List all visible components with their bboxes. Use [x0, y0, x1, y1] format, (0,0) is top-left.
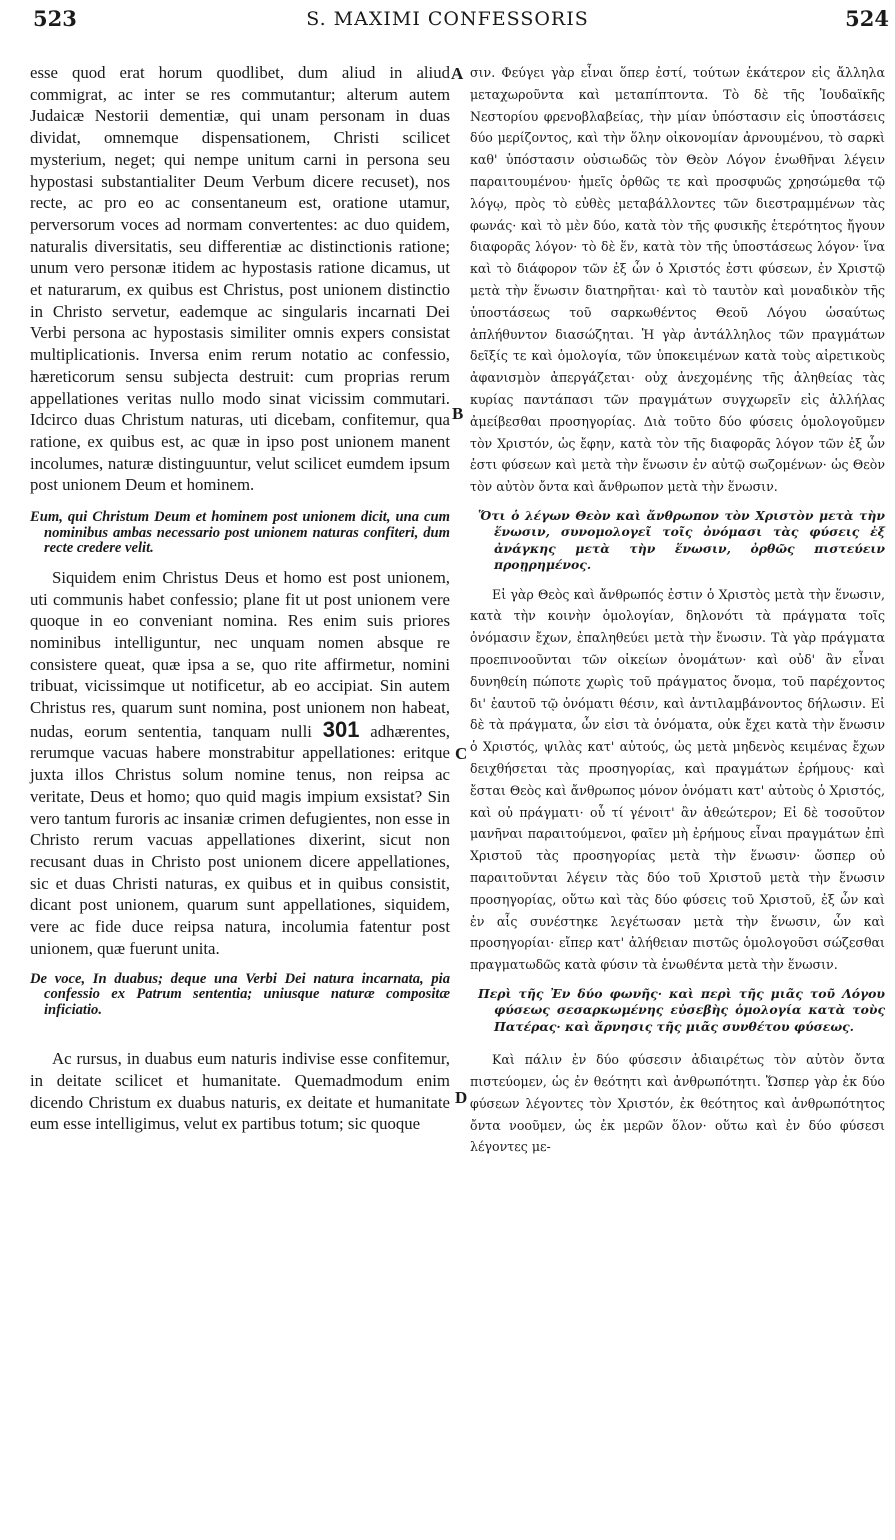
- latin-section-heading-1: Eum, qui Christum Deum et hominem post unionem dicit, una cum nominibus ambas necessario post unionem naturas confiteri, dum recte credere velit.: [30, 509, 450, 557]
- page-header: [0, 0, 895, 40]
- greek-paragraph-1: σιν. Φεύγει γὰρ εἶναι ὅπερ ἐστί, τούτων ἑκάτερον εἰς ἄλληλα μεταχωροῦντα καὶ μεταπίπτοντα. Τὸ δὲ τῆς Ἰουδαϊκῆς Νεστορίου φρενοβλαβείας, τὴν μίαν ὑπόστασιν εἰς ὑποστάσεις δύο μερίζοντος, καὶ τὴν ὅλην οἰκονομίαν ἀρνουμένου, τὸ σαρκὶ καθ' ὑπόστασιν οὐσιωδῶς τὸν Θεὸν Λόγον ἑνωθῆναι λέγειν παραιτουμένου· ἡμεῖς ὀρθῶς τε καὶ προσφυῶς χρησώμεθα τῷ λόγῳ, πρὸς τὸ εὐθὲς μεταβάλλοντες τῶν διεστραμμένων τὰς φωνάς· καὶ τὸ μὲν δύο, κατὰ τὸν τῆς φυσικῆς ἑτερότητος ἤγουν διαφορᾶς λόγον· τὸ δὲ ἕν, κατὰ τὸν τῆς ὑποστάσεως λόγον· ἵνα καὶ τὸ διάφορον τῶν ἐξ ὧν ὁ Χριστός ἐστι φύσεων, ἐν Χριστῷ μετὰ τὴν ἕνωσιν διατηρῆται· καὶ τὸ ταυτὸν καὶ μοναδικὸν τῆς ὑποστάσεως τοῦ σαρκωθέντος Θεοῦ Λόγου ὡσαύτως ἀπλήθυντον διασώζηται. Ἡ γὰρ ἀντάλληλος τῶν πραγμάτων δεῖξίς τε καὶ ὁμολογία, τῶν ὑποκειμένων κατὰ τοὺς αἱρετικοὺς ἀφανισμὸν ἀπεργάζεται· οὐχ ἀνεχομένης τῆς ἀληθείας τὰς κυρίας παντάπασι τῶν πραγμάτων συγχωρεῖν εἰς ἀλλήλας ἀμείβεσθαι προσηγορίας. Διὰ τοῦτο δύο φύσεις ὁμολογοῦμεν τὸν Χριστόν, ὡς ἔφην, κατὰ τὸν τῆς διαφορᾶς λόγον τῶν ἐξ ὧν ἐστι φύσεων καὶ μετὰ τὴν ἕνωσιν ἐν αὐτῷ σωζομένων· ὡς Θεὸν τὸν αὐτὸν ὄντα καὶ ἄνθρωπον μετὰ τὴν ἕνωσιν.: [470, 65, 885, 495]
- latin-paragraph-2: [30, 567, 450, 960]
- greek-section-heading-2: Περὶ τῆς Ἐν δύο φωνῆς· καὶ περὶ τῆς μιᾶς τοῦ Λόγου φύσεως σεσαρκωμένης εὐσεβὴς ὁμολογία κατὰ τοὺς Πατέρας· καὶ ἄρνησις τῆς μιᾶς συνθέτου φύσεως.: [478, 985, 885, 1034]
- running-title: S. MAXIMI CONFESSORIS: [306, 8, 589, 30]
- margin-letter-a: A: [451, 64, 464, 83]
- latin-paragraph-2-part-1: Siquidem enim Christus Deus et homo est post unionem, uti communis habet confessio; plane fit ut post unionem vere quoque in eo conveniant nomina. Res enim suis priores nominibus intelliguntur, nec unquam nomen absque re consistere queat, quæ ipsa a se, quo rite affirmetur, nomini tribuat, vicissimque ut notificetur, ab eo accipiat. Sin autem Christus res, quarum sunt nomina, post unionem non habeat, nudas, eorum sententia, tanquam nulli: [30, 567, 450, 741]
- latin-section-heading-2: De voce, In duabus; deque una Verbi Dei natura incarnata, pia confessio ex Patrum sententia; uniusque naturæ compositæ inficiatio.: [30, 970, 450, 1018]
- margin-letter-c: C: [455, 744, 468, 763]
- latin-paragraph-1: esse quod erat horum quodlibet, dum aliud in aliud commigrat, ac inter se res commutantur; alterum autem Judaicæ Nestorii dementiæ, qui unam personam in duas dividat, omnemque dispensationem, Christi scilicet mysterium, neget; qui nempe unitum carni in persona seu hypostasi substantialiter Deum Verbum dicere recuset), nos recte, ac pro eo ac consentaneum est, oratione utamur, perversorum voces ad normam convertentes: ac duo quidem, naturalis diversitatis, seu differentiæ ac distinctionis ratione; unum vero personæ itidem ac hypostasis ratione dicamus, ut et naturarum, ex quibus est Christus, post unionem distinctio in Christo servetur, eademque ac singularis incarnati Dei Verbi persona ac hypostasis similiter omnis expers consistat multiplicationis. Inversa enim rerum notatio ac confessio, hæreticorum sensu subjecta destruit: cum proprias rerum appellationes veritas nullo modo sinat vicissim commutari. Idcirco duas Christum naturas, uti dicebam, confitemur, qua ratione, ex quibus est, ac quæ in ipso post unionem manent incolumes, naturæ distinguuntur, velut scilicet eumdem ipsum post unionem Deum et hominem.: [30, 63, 450, 495]
- page-number-left: 523: [33, 6, 77, 31]
- column-number: 301: [322, 716, 360, 742]
- greek-column: [470, 62, 885, 1158]
- page-number-right: 524: [845, 6, 889, 31]
- greek-paragraph-3: Καὶ πάλιν ἐν δύο φύσεσιν ἀδιαιρέτως τὸν αὐτὸν ὄντα πιστεύομεν, ὡς ἐν θεότητι καὶ ἀνθρωπότητι. Ὥσπερ γὰρ ἐκ δύο φύσεων λέγοντες τὸν Χριστόν, ἐκ θεότητος καὶ ἀνθρωπότητος ὄντα νοοῦμεν, ὡς ἐκ μερῶν ὅλον· οὕτω καὶ ἐν δύο φύσεσι λέγοντες με-: [470, 1052, 885, 1155]
- margin-letter-d: D: [455, 1088, 468, 1107]
- margin-letter-b: B: [452, 404, 464, 423]
- latin-paragraph-2-part-2: adhærentes, rerumque vacuas habere monstrabitur appellationes: eritque juxta illos Christus solum nomine tenus, non reipsa ac veritate, Deus et homo; quo quid magis impium exsistat? Sin vero tantum furoris ac insaniæ crimen defugientes, non esse in Christo rerum vacuas appellationes dixerint, sicut non recusant duas in Christo post unionem dicere appellationes, sic et duas Christi naturas, ex quibus et in quibus consistit, dicant post unionem, quarum sunt appellationes, siquidem, vere ac fide duce reipsa natura, incolumia fatentur post unionem, quæ fuerunt unita.: [30, 721, 450, 958]
- latin-column: [30, 62, 450, 1135]
- greek-paragraph-2: Εἰ γὰρ Θεὸς καὶ ἄνθρωπός ἐστιν ὁ Χριστὸς μετὰ τὴν ἕνωσιν, κατὰ τὴν κοινὴν ὁμολογίαν, δηλονότι τὰ πράγματα τοῖς ὀνόμασιν ἔχων, ἐπαληθεύει μετὰ τὴν ἕνωσιν. Τὰ γὰρ πράγματα προεπινοοῦνται τῶν οἰκείων ὀνομάτων· καὶ οὐδ' ἂν εἶναι δυνηθείη πώποτε χωρὶς τοῦ πράγματος ὄνομα, τοῦ παρέχοντος δι' ἑαυτοῦ τῷ ὀνόματι θέσιν, καὶ ἀντιλαμβάνοντος δήλωσιν. Εἰ δὲ τὰ πράγματα, ὧν εἰσι τὰ ὀνόματα, οὐκ ἔχει κατὰ τὴν ἕνωσιν ὁ Χριστός, ψιλὰς κατ' αὐτούς, ὡς μετὰ μηδενὸς κειμένας ἔχων δειχθήσεται τὰς προσηγορίας, καὶ πραγμάτων ἐρήμους· καὶ ἔσται Θεὸς καὶ ἄνθρωπος μόνον ὀνόματι κατ' αὐτοὺς ὁ Χριστός, καὶ οὐ πράγματι· οὗ τί γένοιτ' ἂν ἀθεώτερον; Εἰ δὲ τοσοῦτον μανῆναι παραιτούμενοι, φαῖεν μὴ ἐρήμους εἶναι πραγμάτων ἐπὶ Χριστοῦ τὰς προσηγορίας μετὰ τὴν ἕνωσιν· ὥσπερ οὐ παραιτοῦνται λέγειν τὰς δύο τοῦ Χριστοῦ μετὰ τὴν ἕνωσιν προσηγορίας, οὕτω καὶ τὰς δύο φύσεις τοῦ Χριστοῦ, ἐξ ὧν καὶ ἐν αἷς συνέστηκε λεγέτωσαν μετὰ τὴν ἕνωσιν, ὧν καὶ προσηγορίαι· εἴπερ κατ' ἀλήθειαν πιστῶς ὁμολογοῦσι σώζεσθαι πραγματωδῶς κατὰ φύσιν τὰ ἑνωθέντα μετὰ τὴν ἕνωσιν.: [470, 586, 885, 973]
- greek-section-heading-1: Ὅτι ὁ λέγων Θεὸν καὶ ἄνθρωπον τὸν Χριστὸν μετὰ τὴν ἕνωσιν, συνομολογεῖ τοῖς ὀνόμασι τὰς φύσεις ἐξ ἀνάγκης μετὰ τὴν ἕνωσιν, ὀρθῶς πιστεύειν προῃρημένος.: [478, 507, 885, 573]
- latin-paragraph-3: Ac rursus, in duabus eum naturis indivise esse confitemur, in deitate scilicet et humanitate. Quemadmodum enim dicendo Christum ex duabus naturis, ex deitate et humanitate eum esse intelligimus, velut ex partibus totum; sic quoque: [30, 1049, 450, 1134]
